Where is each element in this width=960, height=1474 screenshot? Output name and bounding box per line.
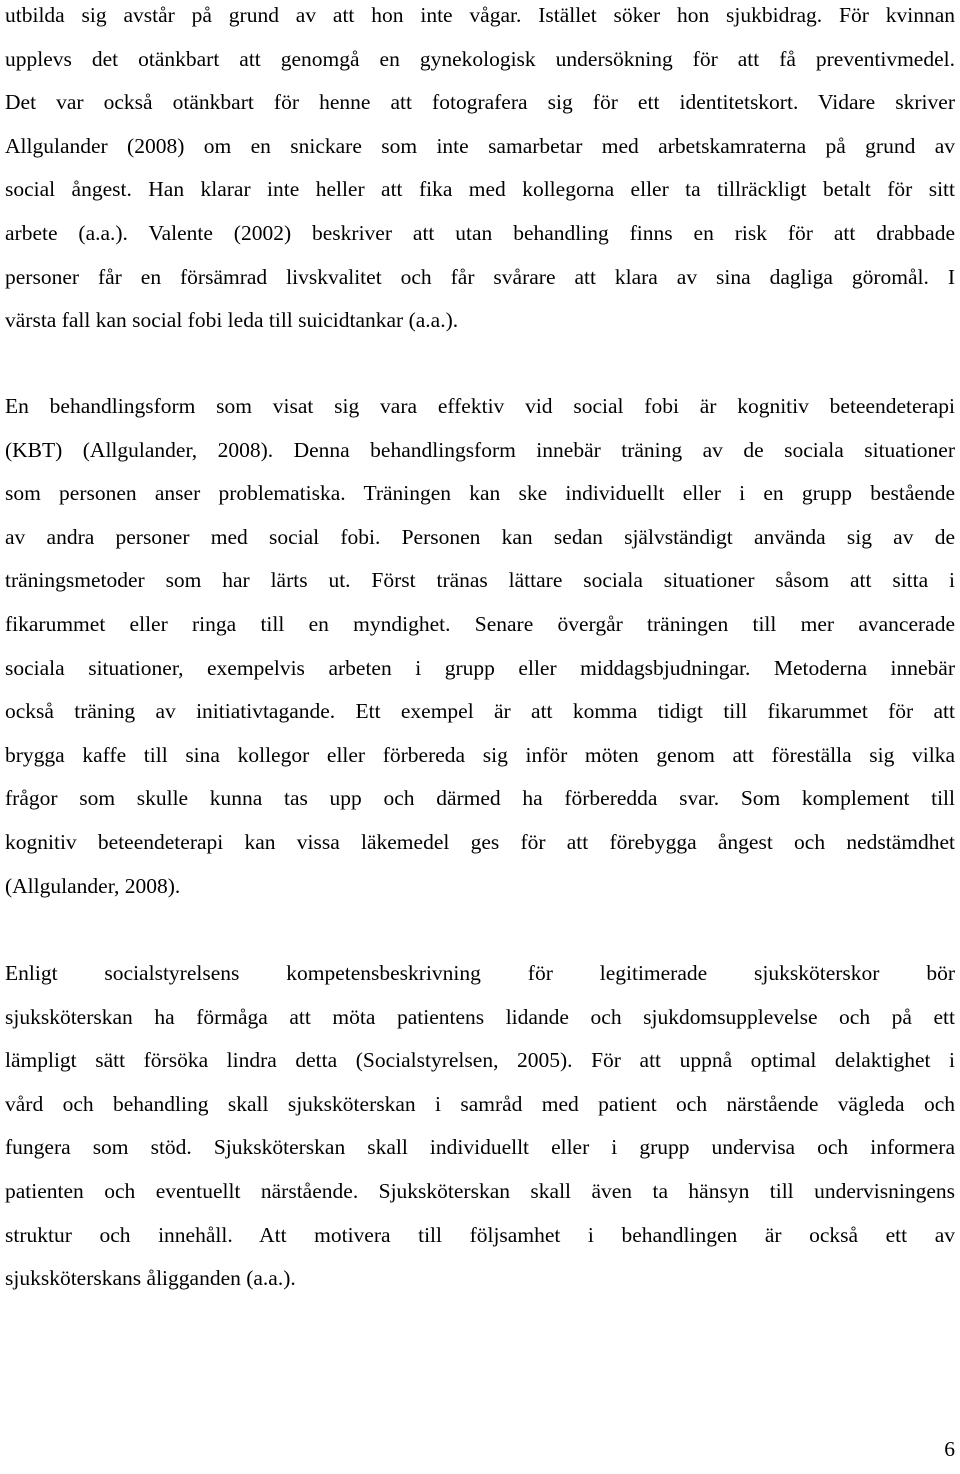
text-line: sociala situationer, exempelvis arbeten i grupp eller middagsbjudningar. Metoderna innebär	[5, 655, 955, 680]
page-number: 6	[944, 1437, 955, 1461]
text-line: personer får en försämrad livskvalitet och får svårare att klara av sina dagliga göromål. I	[5, 264, 955, 289]
paragraph-kbt-treatment	[5, 385, 955, 908]
text-line: kognitiv beteendeterapi kan vissa läkemedel ges för att förebygga ångest och nedstämdhet	[5, 829, 955, 854]
text-line: fungera som stöd. Sjuksköterskan skall individuellt eller i grupp undervisa och informera	[5, 1135, 955, 1160]
text-line: arbete (a.a.). Valente (2002) beskriver att utan behandling finns en risk för att drabbade	[5, 220, 955, 245]
text-line: sjuksköterskan ha förmåga att möta patientens lidande och sjukdomsupplevelse och på ett	[5, 1004, 955, 1029]
text-line: värsta fall kan social fobi leda till suicidtankar (a.a.).	[5, 308, 459, 333]
text-line: En behandlingsform som visat sig vara effektiv vid social fobi är kognitiv beteendeterapi	[5, 394, 955, 418]
text-line: som personen anser problematiska. Träningen kan ske individuellt eller i en grupp bestående	[5, 481, 955, 506]
text-line: (Allgulander, 2008).	[5, 873, 181, 898]
text-line: lämpligt sätt försöka lindra detta (Socialstyrelsen, 2005). För att uppnå optimal delaktighet i	[5, 1048, 955, 1073]
text-line: fikarummet eller ringa till en myndighet. Senare övergår träningen till mer avancerade	[5, 611, 955, 636]
text-line: frågor som skulle kunna tas upp och därmed ha förberedda svar. Som komplement till	[5, 786, 955, 811]
text-line: också träning av initiativtagande. Ett exempel är att komma tidigt till fikarummet för att	[5, 699, 955, 724]
paragraph-nurse-competence	[5, 952, 955, 1301]
text-line: av andra personer med social fobi. Personen kan sedan självständigt använda sig av de	[5, 524, 955, 549]
text-line: struktur och innehåll. Att motivera till följsamhet i behandlingen är också ett av	[5, 1222, 955, 1247]
paragraph-social-phobia-consequences	[5, 0, 955, 343]
text-line: patienten och eventuellt närstående. Sjuksköterskan skall även ta hänsyn till undervisningens	[5, 1178, 955, 1203]
text-line: brygga kaffe till sina kollegor eller förbereda sig inför möten genom att föreställa sig vilka	[5, 742, 955, 767]
text-line: träningsmetoder som har lärts ut. Först tränas lättare sociala situationer såsom att sitta i	[5, 568, 955, 593]
text-line: (KBT) (Allgulander, 2008). Denna behandlingsform innebär träning av de sociala situationer	[5, 437, 955, 462]
text-line: upplevs det otänkbart att genomgå en gynekologisk undersökning för att få preventivmedel.	[5, 46, 955, 71]
text-line: vård och behandling skall sjuksköterskan i samråd med patient och närstående vägleda och	[5, 1091, 955, 1116]
text-line: Enligt socialstyrelsens kompetensbeskrivning för legitimerade sjuksköterskor bör	[5, 961, 955, 985]
text-line: utbilda sig avstår på grund av att hon inte vågar. Istället söker hon sjukbidrag. För kvinnan	[5, 3, 955, 27]
text-line: sjuksköterskans åligganden (a.a.).	[5, 1266, 296, 1291]
text-line: Allgulander (2008) om en snickare som inte samarbetar med arbetskamraterna på grund av	[5, 133, 955, 158]
text-line: Det var också otänkbart för henne att fotografera sig för ett identitetskort. Vidare skriver	[5, 90, 955, 115]
text-line: social ångest. Han klarar inte heller att fika med kollegorna eller ta tillräckligt betalt för sitt	[5, 177, 955, 202]
